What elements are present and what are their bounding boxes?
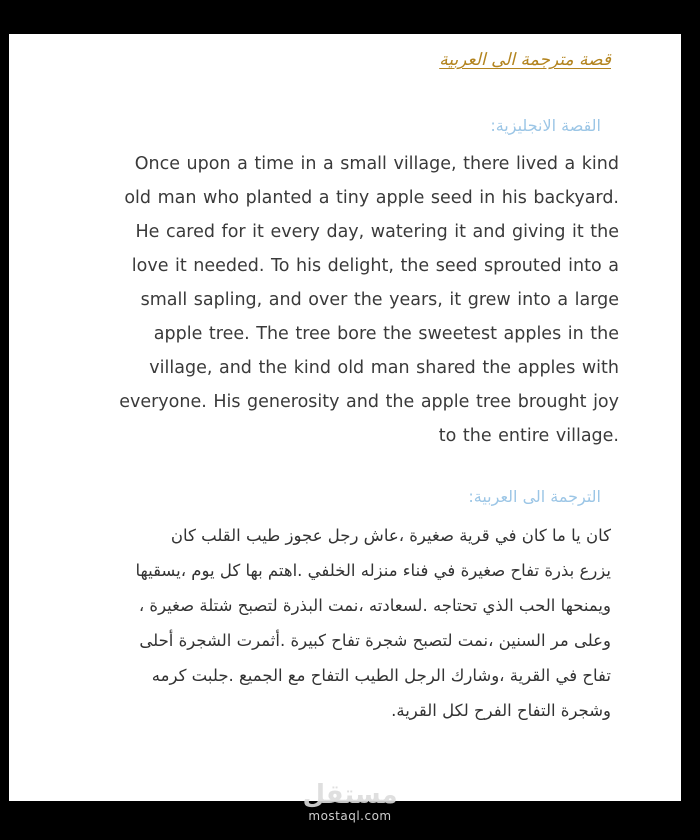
arabic-translation-heading: الترجمة الى العربية: [468, 487, 601, 506]
english-line: Once upon a time in a small village, there lived a kind [134, 154, 619, 174]
english-line: love it needed. To his delight, the seed sprouted into a [131, 256, 619, 276]
arabic-translation-text [71, 518, 611, 728]
arabic-line: وعلى مر السنين ،نمت لتصبح شجرة تفاح كبيرة .أثمرت الشجرة أحلى [139, 631, 611, 650]
document-title: قصة مترجمة الى العربية [439, 50, 611, 70]
mostaql-url-watermark: mostaql.com [308, 809, 392, 823]
english-line: everyone. His generosity and the apple tree brought joy [119, 392, 619, 412]
english-story-text [79, 147, 619, 453]
english-line: old man who planted a tiny apple seed in his backyard. [124, 188, 619, 208]
english-line: small sapling, and over the years, it grew into a large [140, 290, 619, 310]
english-line: to the entire village. [438, 426, 619, 446]
english-line: village, and the kind old man shared the apples with [149, 358, 619, 378]
arabic-line: تفاح في القرية ،وشارك الرجل الطيب التفاح مع الجميع .جلبت كرمه [151, 666, 611, 685]
arabic-line: ويمنحها الحب الذي تحتاجه .لسعادته ،نمت البذرة لتصبح شتلة صغيرة ، [138, 596, 611, 615]
english-story-heading: القصة الانجليزية: [490, 116, 601, 135]
english-line: He cared for it every day, watering it and giving it the [135, 222, 619, 242]
arabic-line: يزرع بذرة تفاح صغيرة في فناء منزله الخلفي .اهتم بها كل يوم ،يسقيها [135, 561, 611, 580]
mostaql-logo-watermark: مستقل [302, 780, 398, 810]
arabic-line: كان يا ما كان في قرية صغيرة ،عاش رجل عجوز طيب القلب كان [170, 526, 611, 545]
document-page [9, 34, 681, 801]
english-line: apple tree. The tree bore the sweetest apples in the [153, 324, 619, 344]
arabic-line: وشجرة التفاح الفرح لكل القرية. [391, 701, 611, 720]
